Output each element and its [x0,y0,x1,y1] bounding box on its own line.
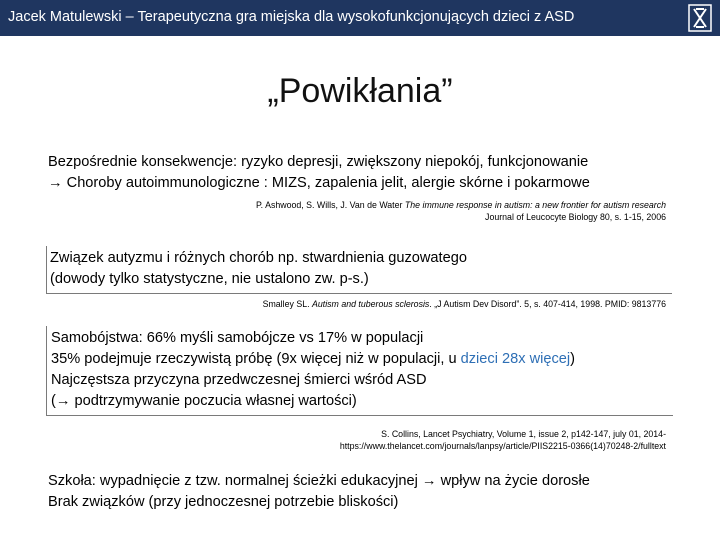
section-line: (dowody tylko statystyczne, nie ustalono zw. p-s.) [50,271,369,287]
citation-smalley [263,298,666,310]
citation-rest: . „J Autism Dev Disord”. 5, s. 407-414, 1998. PMID: 9813776 [429,299,666,309]
citation-title: The immune response in autism: a new frontier for autism research [404,200,666,210]
section-line: Samobójstwa: 66% myśli samobójcze vs 17% w populacji [51,330,424,346]
citation-url: https://www.thelancet.com/journals/lanpsy/article/PIIS2215-0366(14)70248-2/fulltext [339,441,666,451]
highlight-text: dzieci 28x więcej [460,351,571,367]
section-line: → Choroby autoimmunologiczne : MIZS, zapalenia jelit, alergie skórne i pokarmowe [48,175,590,191]
header-bar [0,0,720,36]
section-consequences [48,152,590,194]
header-title: Jacek Matulewski – Terapeutyczna gra miejska dla wysokofunkcjonujących dzieci z ASD [8,9,575,25]
section-suicide [46,326,673,416]
section-line: (→ podtrzymywanie poczucia własnej wartości) [51,393,357,409]
slide-title: „Powikłania” [267,72,453,110]
section-line: Bezpośrednie konsekwencje: ryzyko depresji, zwiększony niepokój, funkcjonowanie [48,154,589,170]
section-tuberous-sclerosis [46,246,672,294]
citation-authors: Smalley SL. [262,299,312,309]
section-line: Związek autyzmu i różnych chorób np. stwardnienia guzowatego [50,250,467,266]
section-line: Brak związków (przy jednoczesnej potrzebie bliskości) [48,494,399,510]
citation-ashwood [256,199,666,223]
university-logo-icon [688,4,712,32]
citation-authors: P. Ashwood, S. Wills, J. Van de Water [255,200,405,210]
citation-journal: Journal of Leucocyte Biology 80, s. 1-15, 2006 [485,212,666,222]
section-line: 35% podejmuje rzeczywistą próbę (9x więcej niż w populacji, u [51,351,461,367]
section-school [48,471,590,513]
citation-title: Autism and tuberous sclerosis [311,299,430,309]
section-line: Najczęstsza przyczyna przedwczesnej śmierci wśród ASD [51,372,427,388]
closing-paren: ) [570,351,576,367]
citation-line: S. Collins, Lancet Psychiatry, Volume 1, issue 2, p142-147, july 01, 2014- [381,429,666,439]
section-line: Szkoła: wypadnięcie z tzw. normalnej ścieżki edukacyjnej → wpływ na życie dorosłe [48,473,590,489]
citation-collins [340,428,666,452]
